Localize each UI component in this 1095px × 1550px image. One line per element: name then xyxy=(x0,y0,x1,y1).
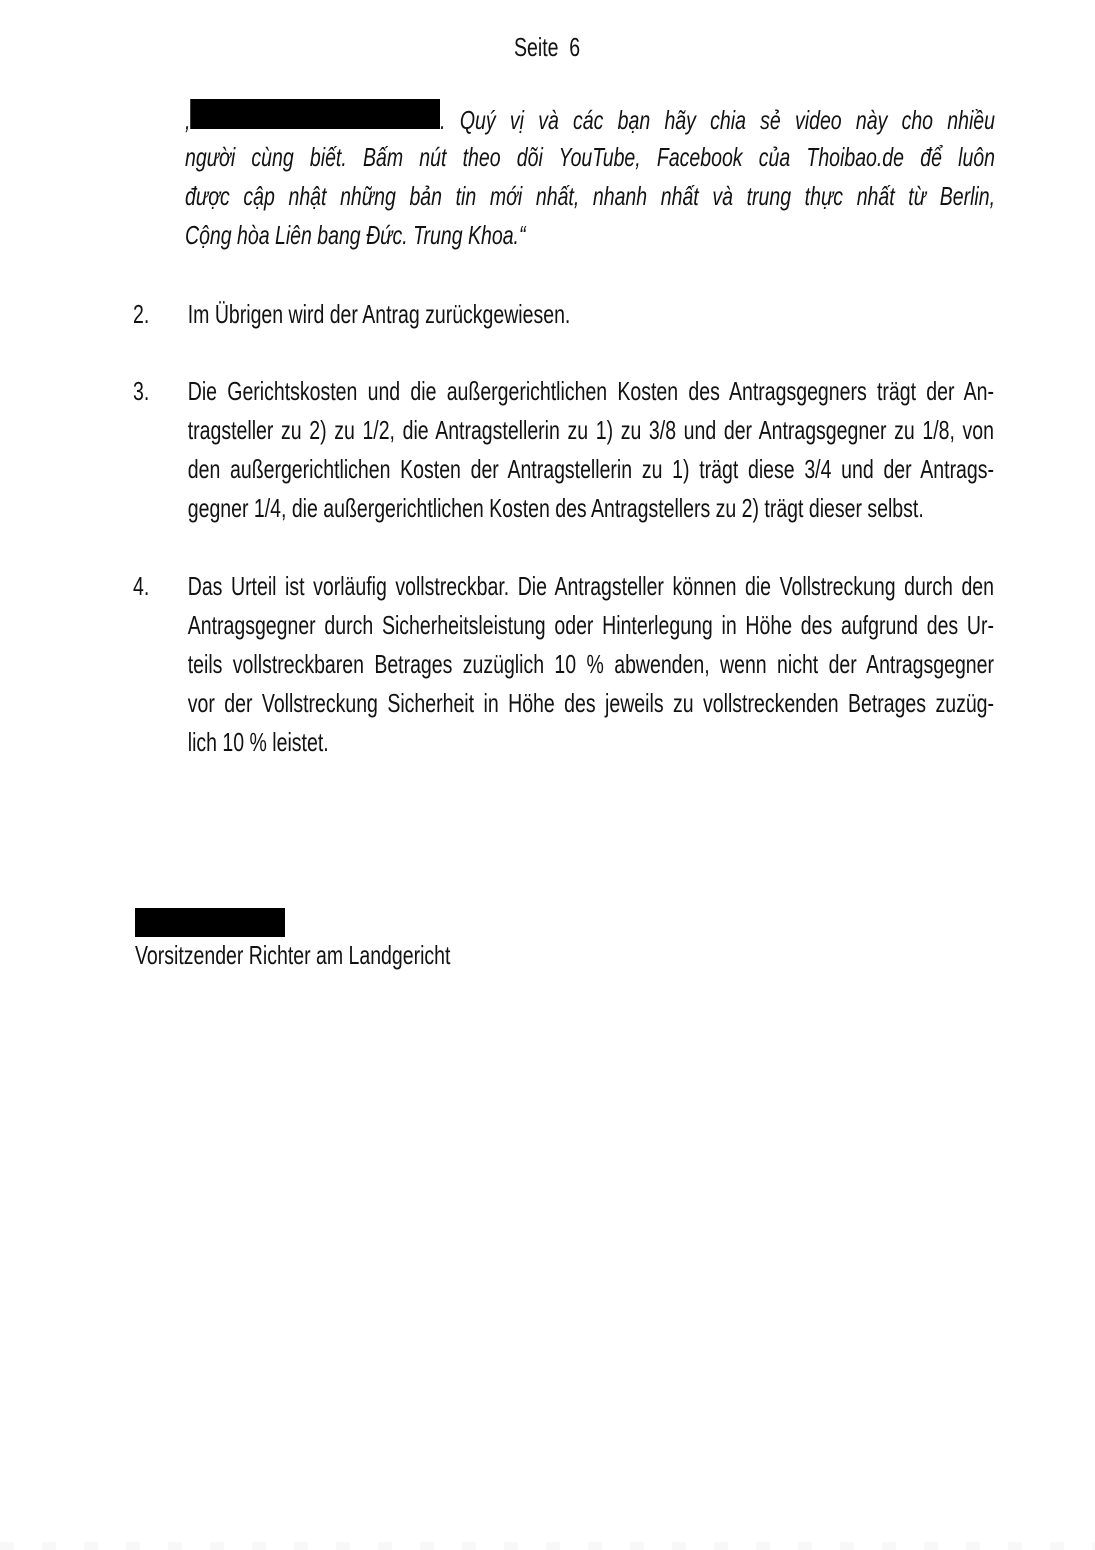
list-item-4 xyxy=(133,567,997,762)
signature-title-text: Vorsitzender Richter am Landgericht xyxy=(135,940,451,970)
text-line: Die Gerichtskosten und die außergerichtlichen Kosten des Antragsgegners trägt der An- xyxy=(187,376,994,406)
text-line: tragsteller zu 2) zu 1/2, die Antragstellerin zu 1) zu 3/8 und der Antragsgegner zu 1/8, von xyxy=(187,415,994,445)
text-line: Antragsgegner durch Sicherheitsleistung oder Hinterlegung in Höhe des aufgrund des Ur- xyxy=(187,610,994,640)
quote-paragraph xyxy=(185,99,997,255)
quote-lines xyxy=(185,138,995,255)
text-line: Das Urteil ist vorläufig vollstreckbar. Die Antragsteller können die Vollstreckung durch den xyxy=(187,571,994,601)
text-line: người cùng biết. Bấm nút theo dõi YouTube, Facebook của Thoibao.de để luôn xyxy=(185,142,995,172)
quote-line-first-text: . Quý vị và các bạn hãy chia sẻ video này cho nhiều xyxy=(440,105,995,135)
item-3-text xyxy=(188,372,994,528)
text-line: Cộng hòa Liên bang Đức. Trung Khoa.“ xyxy=(185,220,526,250)
quote-line-first xyxy=(185,99,995,138)
text-line: lich 10 % leistet. xyxy=(187,727,329,757)
text-line: được cập nhật những bản tin mới nhất, nhanh nhất và trung thực nhất từ Berlin, xyxy=(185,181,995,211)
page-header xyxy=(0,28,1095,67)
item-2-text xyxy=(188,295,994,334)
text-line: den außergerichtlichen Kosten der Antragstellerin zu 1) trägt diese 3/4 und der Antrags- xyxy=(187,454,994,484)
text-line: vor der Vollstreckung Sicherheit in Höhe des jeweils zu vollstreckenden Betrages zuzüg- xyxy=(187,688,994,718)
text-line: Im Übrigen wird der Antrag zurückgewiesen. xyxy=(187,299,571,329)
signature-redaction-bar-icon xyxy=(135,908,285,937)
scan-artifact xyxy=(0,1542,1095,1550)
text-line: teils vollstreckbaren Betrages zuzüglich 10 % abwenden, wenn nicht der Antragsgegner xyxy=(187,649,994,679)
text-line: gegner 1/4, die außergerichtlichen Kosten des Antragstellers zu 2) trägt dieser selbst. xyxy=(187,493,924,523)
item-3-number: 3. xyxy=(133,376,150,406)
item-4-number: 4. xyxy=(133,571,150,601)
signature-title xyxy=(135,936,556,975)
redaction-bar-icon xyxy=(190,99,440,129)
pre-redaction-mark: , xyxy=(185,105,191,135)
list-item-3 xyxy=(133,372,997,528)
item-2-number: 2. xyxy=(133,299,150,329)
page-number-label: Seite 6 xyxy=(514,32,581,62)
list-item-2 xyxy=(133,295,997,334)
item-4-text xyxy=(188,567,994,762)
